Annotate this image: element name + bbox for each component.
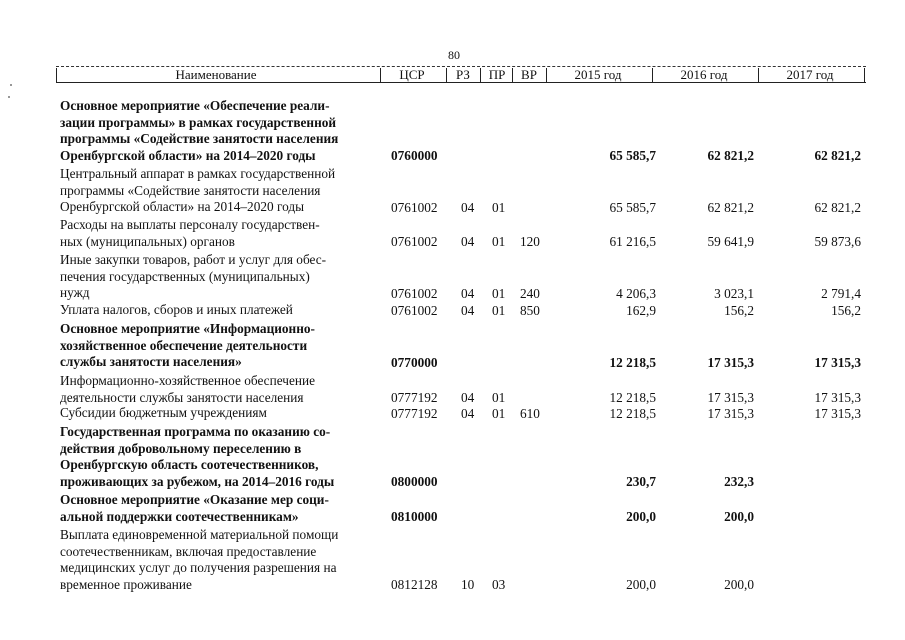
row-2016: 156,2 xyxy=(724,302,754,318)
row-csr: 0777192 xyxy=(391,405,438,421)
row-2017: 17 315,3 xyxy=(814,354,861,370)
row-name-line: проживающих за рубежом, на 2014–2016 годы xyxy=(60,473,335,489)
row-name-line: ных (муниципальных) органов xyxy=(60,233,235,249)
table-row xyxy=(60,492,866,525)
row-name xyxy=(60,217,378,250)
header-2017: 2017 год xyxy=(786,67,834,82)
row-name-line: программы «Содействие занятости населения xyxy=(60,182,321,198)
row-csr: 0810000 xyxy=(391,508,438,524)
row-csr: 0812128 xyxy=(391,576,438,592)
table-row xyxy=(60,321,866,371)
row-2016: 17 315,3 xyxy=(707,389,754,405)
row-2016: 3 023,1 xyxy=(714,285,754,301)
row-2016: 200,0 xyxy=(724,576,754,592)
page-number: 80 xyxy=(448,48,460,62)
header-divider xyxy=(380,68,381,82)
row-2017: 17 315,3 xyxy=(814,405,861,421)
header-name: Наименование xyxy=(175,67,257,82)
row-name xyxy=(60,405,378,422)
row-2016: 62 821,2 xyxy=(707,147,754,163)
table-row xyxy=(60,527,866,593)
row-name-line: альной поддержки соотечественникам» xyxy=(60,508,299,524)
row-name-line: Оренбургскую область соотечественников, xyxy=(60,457,319,472)
row-pr: 01 xyxy=(492,233,506,249)
row-pr: 01 xyxy=(492,302,506,318)
scan-speck xyxy=(10,84,12,86)
row-2016: 200,0 xyxy=(724,508,754,524)
row-2017: 62 821,2 xyxy=(814,199,861,215)
row-name xyxy=(60,252,378,302)
row-2016: 17 315,3 xyxy=(707,405,754,421)
table-row xyxy=(60,405,866,422)
row-name-line: хозяйственное обеспечение деятельности xyxy=(60,337,308,353)
row-2015: 12 218,5 xyxy=(609,405,656,421)
row-2016: 62 821,2 xyxy=(707,199,754,215)
row-rz: 10 xyxy=(461,576,475,592)
table-header xyxy=(56,66,866,84)
row-name xyxy=(60,527,378,593)
row-name-line: Основное мероприятие «Обеспечение реали- xyxy=(60,98,330,113)
row-csr: 0761002 xyxy=(391,199,438,215)
row-name xyxy=(60,98,378,164)
header-divider xyxy=(446,68,447,82)
row-2015: 162,9 xyxy=(626,302,656,318)
row-2017: 62 821,2 xyxy=(814,147,861,163)
row-csr: 0800000 xyxy=(391,473,438,489)
header-2015: 2015 год xyxy=(574,67,622,82)
header-divider xyxy=(480,68,481,82)
header-pr: ПР xyxy=(488,67,506,82)
row-2015: 12 218,5 xyxy=(609,389,656,405)
row-2017: 59 873,6 xyxy=(814,233,861,249)
row-2017: 17 315,3 xyxy=(814,389,861,405)
row-2017: 2 791,4 xyxy=(821,285,861,301)
row-rz: 04 xyxy=(461,302,475,318)
row-name-line: медицинских услуг до получения разрешения на xyxy=(60,560,337,575)
row-2016: 232,3 xyxy=(724,473,754,489)
row-pr: 01 xyxy=(492,285,506,301)
row-vr: 240 xyxy=(520,285,540,301)
row-name xyxy=(60,321,378,371)
row-csr: 0770000 xyxy=(391,354,438,370)
row-rz: 04 xyxy=(461,405,475,421)
row-name xyxy=(60,373,378,406)
row-name xyxy=(60,166,378,216)
row-vr: 120 xyxy=(520,233,540,249)
row-name-line: Субсидии бюджетным учреждениям xyxy=(60,405,267,420)
row-name-line: временное проживание xyxy=(60,576,192,592)
row-name-line: программы «Содействие занятости населения xyxy=(60,131,339,146)
row-pr: 01 xyxy=(492,199,506,215)
row-name xyxy=(60,492,378,525)
row-name-line: Центральный аппарат в рамках государственной xyxy=(60,166,336,181)
row-2015: 200,0 xyxy=(626,576,656,592)
table-row xyxy=(60,166,866,216)
table-row xyxy=(60,217,866,250)
row-vr: 850 xyxy=(520,302,540,318)
row-name-line: нужд xyxy=(60,285,90,300)
table-row xyxy=(60,373,866,406)
row-csr: 0777192 xyxy=(391,389,438,405)
row-name-line: Выплата единовременной материальной помощи xyxy=(60,527,339,542)
row-name-line: печения государственных (муниципальных) xyxy=(60,268,310,284)
row-2017: 156,2 xyxy=(831,302,861,318)
row-rz: 04 xyxy=(461,389,475,405)
row-name-line: действия добровольному переселению в xyxy=(60,440,302,456)
scan-speck xyxy=(8,96,10,98)
row-name-line: Государственная программа по оказанию со- xyxy=(60,424,331,439)
header-csr: ЦСР xyxy=(399,67,425,82)
row-name-line: деятельности службы занятости населения xyxy=(60,389,304,405)
row-name-line: Оренбургской области» на 2014–2020 годы xyxy=(60,147,316,163)
row-name-line: Основное мероприятие «Информационно- xyxy=(60,321,315,336)
table-row xyxy=(60,98,866,164)
row-rz: 04 xyxy=(461,285,475,301)
row-2015: 65 585,7 xyxy=(609,199,656,215)
row-vr: 610 xyxy=(520,405,540,421)
row-2015: 230,7 xyxy=(626,473,656,489)
row-name-line: зации программы» в рамках государственной xyxy=(60,114,337,130)
row-pr: 01 xyxy=(492,389,506,405)
table-row xyxy=(60,424,866,490)
row-pr: 01 xyxy=(492,405,506,421)
row-2015: 4 206,3 xyxy=(616,285,656,301)
row-2015: 12 218,5 xyxy=(609,354,656,370)
row-2016: 59 641,9 xyxy=(707,233,754,249)
row-csr: 0761002 xyxy=(391,285,438,301)
row-name xyxy=(60,424,378,490)
row-2016: 17 315,3 xyxy=(707,354,754,370)
row-name-line: Оренбургской области» на 2014–2020 годы xyxy=(60,199,305,214)
row-2015: 200,0 xyxy=(626,508,656,524)
row-name-line: соотечественникам, включая предоставление xyxy=(60,543,317,559)
table-row xyxy=(60,302,866,319)
row-2015: 61 216,5 xyxy=(609,233,656,249)
row-rz: 04 xyxy=(461,199,475,215)
header-2016: 2016 год xyxy=(680,67,728,82)
row-name xyxy=(60,302,378,319)
header-bottom-rule xyxy=(56,82,866,83)
row-rz: 04 xyxy=(461,233,475,249)
table-row xyxy=(60,252,866,302)
row-csr: 0761002 xyxy=(391,302,438,318)
row-name-line: Информационно-хозяйственное обеспечение xyxy=(60,373,315,388)
row-2015: 65 585,7 xyxy=(609,147,656,163)
header-rz: РЗ xyxy=(456,67,470,82)
row-csr: 0761002 xyxy=(391,233,438,249)
row-name-line: Основное мероприятие «Оказание мер соци- xyxy=(60,492,329,507)
header-vr: ВР xyxy=(521,67,537,82)
row-csr: 0760000 xyxy=(391,147,438,163)
row-pr: 03 xyxy=(492,576,506,592)
row-name-line: Уплата налогов, сборов и иных платежей xyxy=(60,302,293,317)
row-name-line: Иные закупки товаров, работ и услуг для обес- xyxy=(60,252,327,267)
header-divider xyxy=(864,68,865,82)
row-name-line: Расходы на выплаты персоналу государствен- xyxy=(60,217,320,232)
row-name-line: службы занятости населения» xyxy=(60,354,242,369)
